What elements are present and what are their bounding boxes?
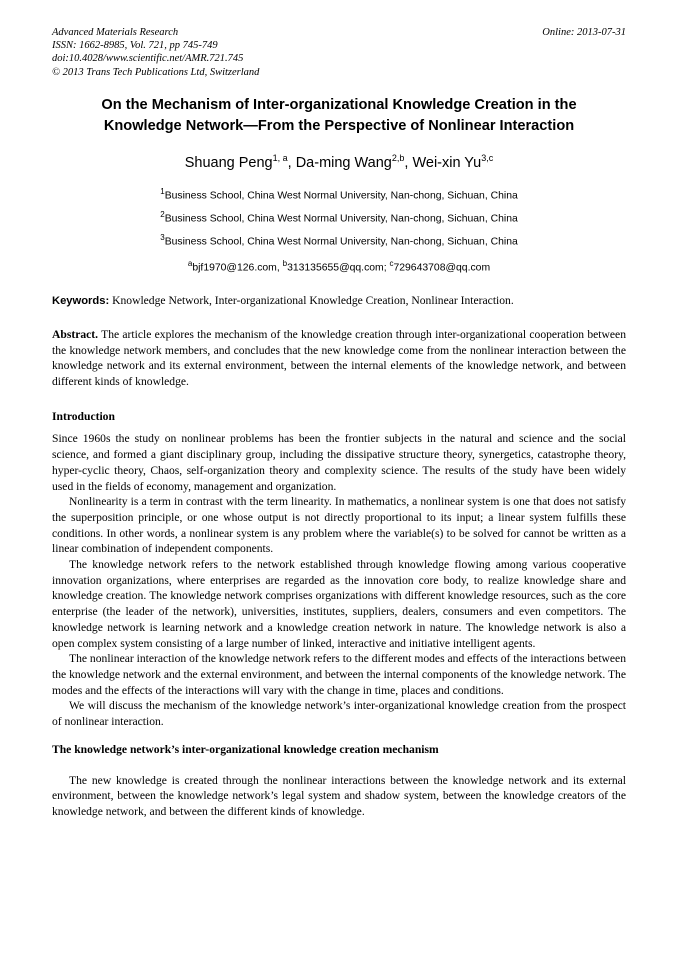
author-3-sup: 3,c (481, 152, 494, 163)
header-online-date: Online: 2013-07-31 (542, 27, 626, 38)
email-sup: b (282, 258, 288, 268)
author-sep-1: , (287, 154, 296, 171)
affiliation-item (52, 183, 626, 206)
affiliation-text: Business School, China West Normal University, Nan-chong, Sichuan, China (164, 213, 518, 225)
author-sep-2: , (404, 154, 413, 171)
affiliation-item (52, 229, 626, 252)
abstract-label: Abstract. (52, 328, 99, 342)
paragraph: Since 1960s the study on nonlinear problems has been the frontier subjects in the natural and science and the social science, and formed a giant disciplinary group, including the dissipative structure theory, synergetics, catastrophe theory, hyper-cyclic theory, Chaos, self-organization theory and complexity science. The results of the study have been widely used in the fields of economy, management and organization. (52, 432, 626, 493)
author-list (52, 153, 626, 171)
header-copyright: © 2013 Trans Tech Publications Ltd, Switzerland (52, 66, 260, 78)
paragraph: The nonlinear interaction of the knowledge network refers to the different modes and effects of the interactions between the knowledge network and the external environment, and between the internal components of the knowledge network. The modes and the effects of the interactions will vary with the change in time, places and conditions. (52, 652, 626, 697)
email-address: 729643708@qq.com (393, 262, 491, 274)
header-issn: ISSN: 1662-8985, Vol. 721, pp 745-749 (52, 40, 218, 52)
heading-spacer (52, 764, 626, 773)
paragraph: We will discuss the mechanism of the knowledge network’s inter-organizational knowledge creation from the prospect of nonlinear interaction. (52, 699, 626, 729)
keywords-block (52, 293, 626, 309)
keywords-label: Keywords: (52, 295, 110, 308)
header-doi: doi:10.4028/www.scientific.net/AMR.721.745 (52, 53, 244, 65)
keywords-text: Knowledge Network, Inter-organizational Knowledge Creation, Nonlinear Interaction. (109, 294, 514, 308)
paragraph: The new knowledge is created through the nonlinear interactions between the knowledge network and its external environment, between the knowledge network’s legal system and shadow system, between the knowledge creators of the knowledge network, and between the different kinds of knowledge. (52, 773, 626, 819)
email-sup: c (389, 258, 394, 268)
email-address: bjf1970@126.com, (192, 262, 283, 274)
section-heading-mechanism: The knowledge network’s inter-organizational knowledge creation mechanism (52, 742, 439, 756)
email-list (52, 259, 626, 273)
author-1-name: Shuang Peng (184, 154, 273, 171)
affiliation-list (52, 183, 626, 252)
section-heading-introduction: Introduction (52, 410, 115, 424)
affiliation-text: Business School, China West Normal University, Nan-chong, Sichuan, China (164, 190, 518, 202)
paragraph: Nonlinearity is a term in contrast with the term linearity. In mathematics, a nonlinear system is one that does not satisfy the superposition principle, or one whose output is not directly proportional to its input; a linear system fulfills these conditions. In other words, a nonlinear system is any problem where the variable(s) to be solved for cannot be written as a linear combination of independent components. (52, 495, 626, 556)
page-header (52, 26, 626, 79)
author-1-sup: 1, a (272, 152, 288, 163)
affiliation-item (52, 206, 626, 229)
email-sup: a (187, 258, 193, 268)
abstract-text: The article explores the mechanism of the knowledge creation through inter-organizational cooperation between the knowledge network members, and concludes that the new knowledge come from the nonlinear interaction between the knowledge network and its external environment, between the internal elements of the knowledge network, and between different kinds of knowledge. (52, 328, 626, 388)
author-2-sup: 2,b (391, 152, 405, 163)
section-spacer (52, 730, 626, 742)
author-3-name: Wei-xin Yu (412, 154, 482, 171)
page-title: On the Mechanism of Inter-organizational Knowledge Creation in the Knowledge Network—From the Perspective of Nonlinear Interaction (101, 96, 577, 134)
affiliation-sup: 1 (160, 186, 165, 196)
author-2-name: Da-ming Wang (295, 154, 392, 171)
affiliation-sup: 3 (160, 232, 165, 242)
affiliation-sup: 2 (160, 209, 165, 219)
header-journal: Advanced Materials Research (52, 27, 179, 38)
email-address: 313135655@qq.com; (287, 262, 390, 274)
affiliation-text: Business School, China West Normal University, Nan-chong, Sichuan, China (164, 236, 518, 248)
abstract-block (52, 327, 626, 389)
paragraph: The knowledge network refers to the network established through knowledge flowing among various cooperative innovation organizations, where enterprises are regarded as the innovation core body, to realize knowledge share and knowledge creation. The knowledge network comprises organizations with different knowledge resources, such as the core enterprise (the leader of the network), universities, institutes, suppliers, dealers, consumers and even competitors. The knowledge network is learning network and a knowledge creation network in nature. The knowledge network is also a open complex system consisting of a large number of linked, interactive and initiative intelligent agents. (52, 558, 626, 650)
